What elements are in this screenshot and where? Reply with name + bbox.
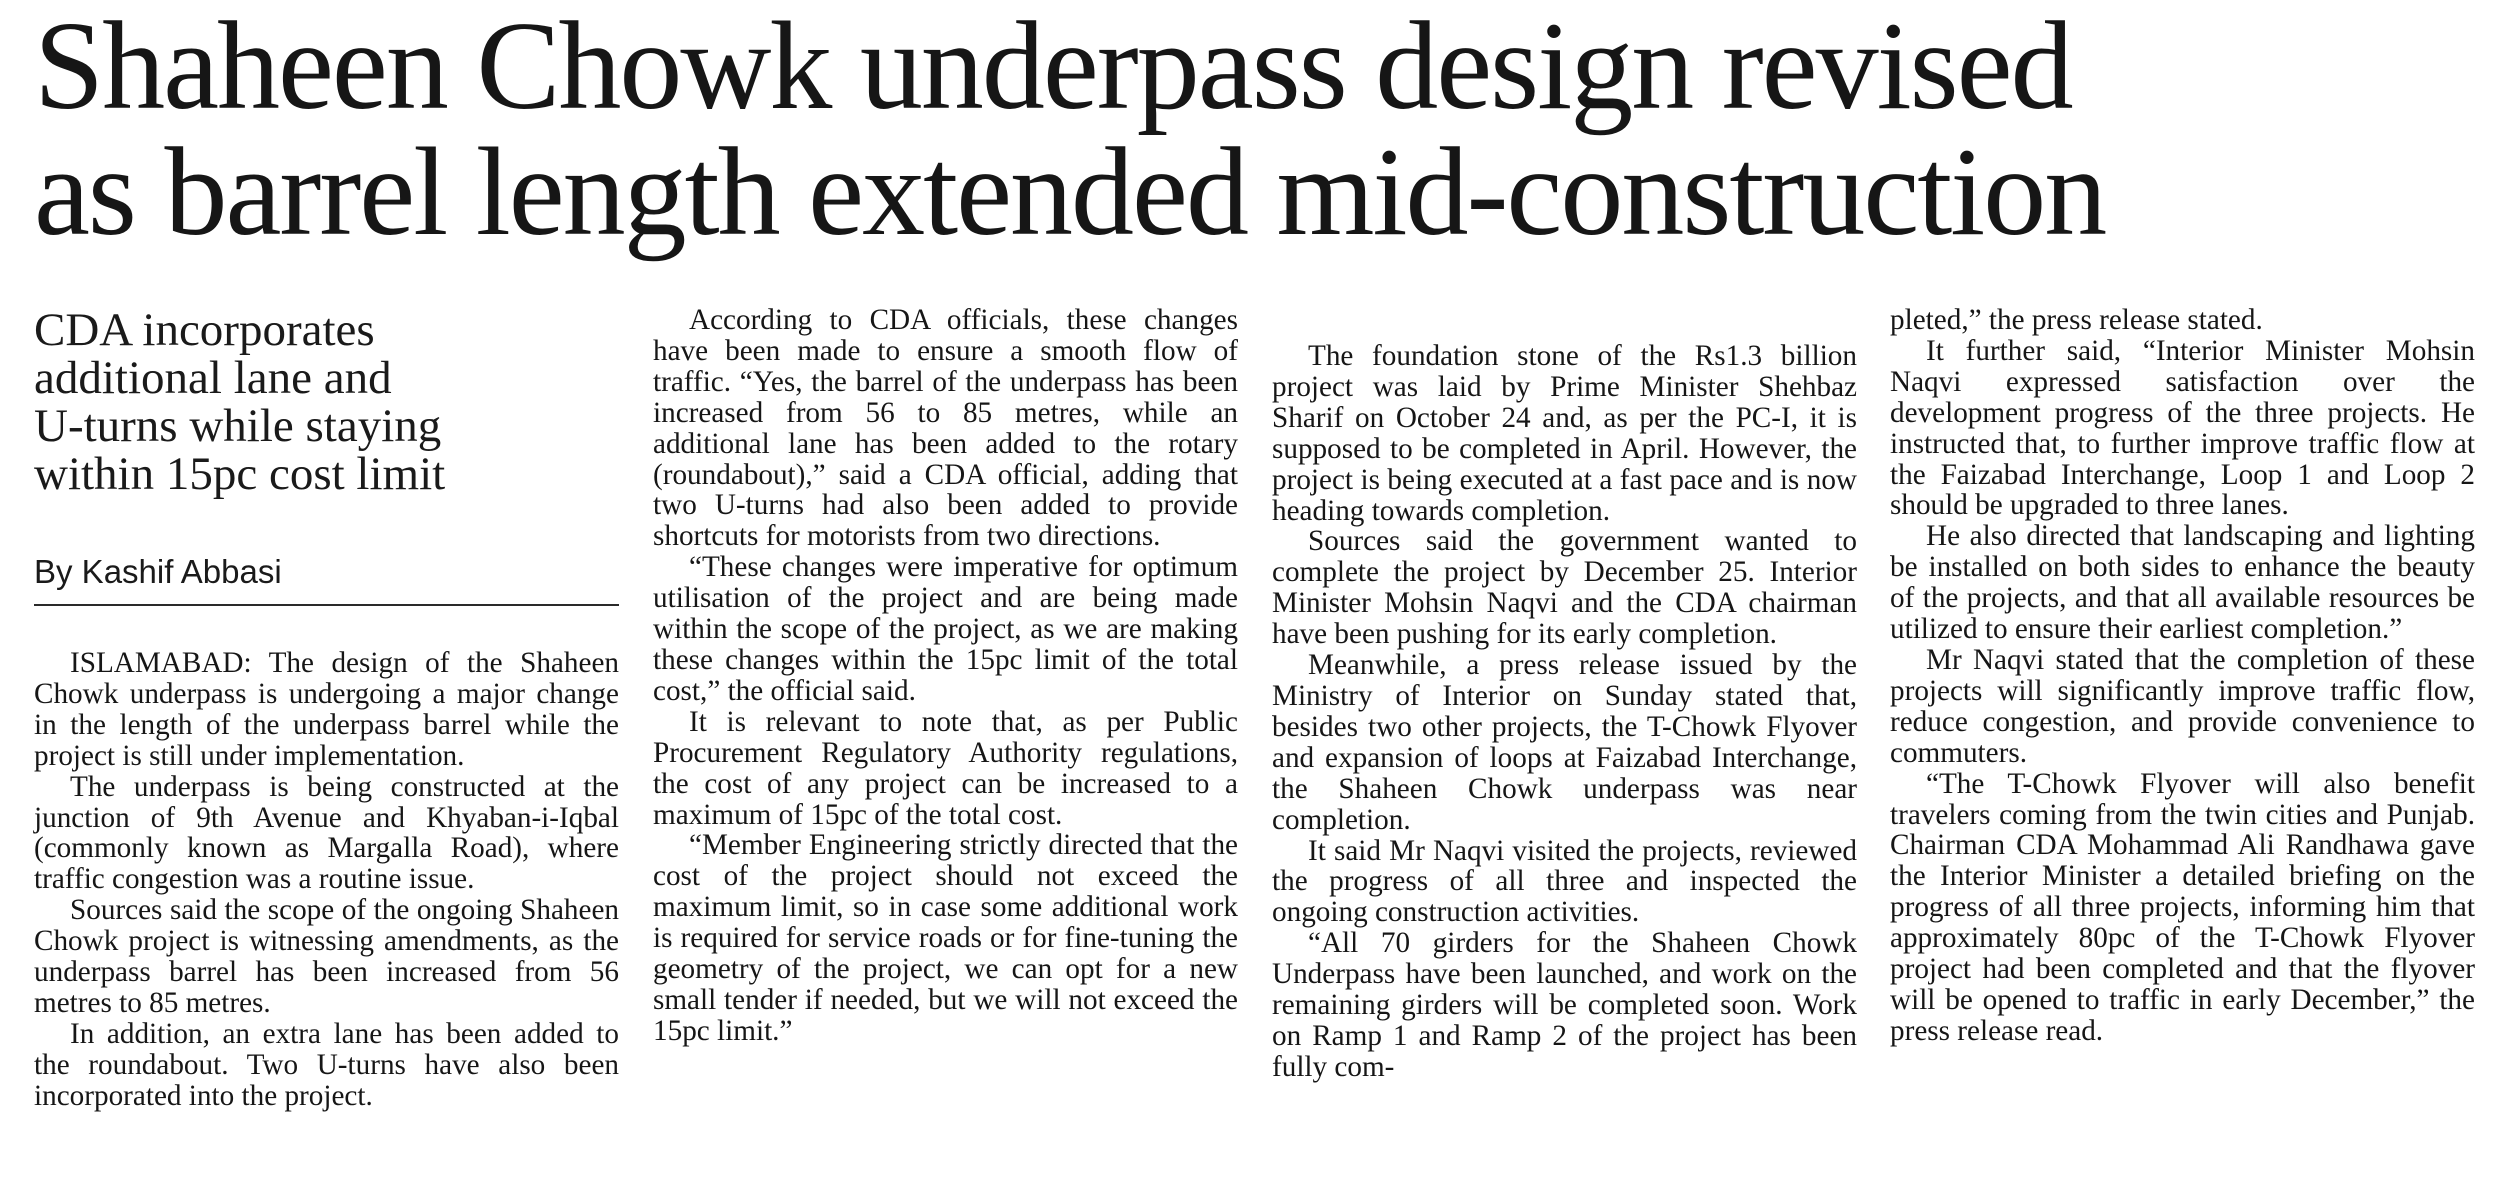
paragraph <box>34 648 619 772</box>
paragraph: Sources said the government wanted to complete the project by December 25. Interior Minister Mohsin Naqvi and the CDA chairman have been pushing for its early completion. <box>1272 525 1857 651</box>
paragraph: The underpass is being constructed at the junction of 9th Avenue and Khyaban-i-Iqbal (commonly known as Margalla Road), where traffic congestion was a routine issue. <box>34 770 619 896</box>
subheadline-line-2: additional lane and <box>34 352 392 404</box>
paragraph: According to CDA officials, these changes have been made to ensure a smooth flow of traffic. “Yes, the barrel of the underpass has been increased from 56 to 85 metres, while an additional lane has been added to the rotary (roundabout),” said a CDA official, adding that two U-turns had also been added to provide shortcuts for motorists from two directions. <box>653 304 1238 553</box>
byline: By Kashif Abbasi <box>34 552 619 606</box>
article-column-2 <box>653 305 1238 1047</box>
paragraph: Sources said the scope of the ongoing Shaheen Chowk project is witnessing amendments, as the underpass barrel has been increased from 56 metres to 85 metres. <box>34 894 619 1019</box>
subheadline-line-1: CDA incorporates <box>34 304 375 356</box>
paragraph: In addition, an extra lane has been added to the roundabout. Two U-turns have also been incorporated into the project. <box>34 1017 619 1112</box>
paragraph: “The T-Chowk Flyover will also benefit travelers coming from the twin cities and Punjab. Chairman CDA Mohammad Ali Randhawa gave the Interior Minister a detailed briefing on the progress of all three projects, informing him that approximately 80pc of the T-Chowk Flyover project had been completed and that the flyover will be opened to traffic in early December,” the press release read. <box>1890 767 2475 1047</box>
paragraph: It said Mr Naqvi visited the projects, reviewed the progress of all three and inspected the ongoing construction activities. <box>1272 834 1857 929</box>
subheadline-line-3: U-turns while staying <box>34 400 442 452</box>
dateline: ISLAMABAD: <box>70 647 252 679</box>
paragraph: “Member Engineering strictly directed that the cost of the project should not exceed the maximum limit, so in case some additional work is required for service roads or for fine-tuning the geometry of the project, we can opt for a new small tender if needed, but we will not exceed the 15pc limit.” <box>653 829 1238 1047</box>
paragraph: The foundation stone of the Rs1.3 billion project was laid by Prime Minister Shehbaz Sharif on October 24 and, as per the PC-I, it is supposed to be completed in April. However, the project is being executed at a fast pace and is now heading towards completion. <box>1272 340 1857 527</box>
subheadline-line-4: within 15pc cost limit <box>34 448 446 500</box>
paragraph-text: The design of the Shaheen Chowk underpass is undergoing a major change in the length of the underpass barrel while the project is still under implementation. <box>34 647 619 772</box>
paragraph: “These changes were imperative for optimum utilisation of the project and are being made within the scope of the project, as we are making these changes within the 15pc limit of the total cost,” the official said. <box>653 551 1238 707</box>
paragraph: Meanwhile, a press release issued by the Ministry of Interior on Sunday stated that, besides two other projects, the T-Chowk Flyover and expansion of loops at Faizabad Interchange, the Shaheen Chowk underpass was near completion. <box>1272 649 1857 836</box>
headline-line-2: as barrel length extended mid-construction <box>34 123 2106 262</box>
paragraph: He also directed that landscaping and lighting be installed on both sides to enhance the beauty of the projects, and that all available resources be utilized to ensure their earliest completion.” <box>1890 520 2475 646</box>
headline <box>34 0 2474 262</box>
paragraph: “All 70 girders for the Shaheen Chowk Underpass have been launched, and work on the remaining girders will be completed soon. Work on Ramp 1 and Ramp 2 of the project has been fully com- <box>1272 927 1857 1083</box>
article-column-3 <box>1272 341 1857 1083</box>
headline-line-1: Shaheen Chowk underpass design revised <box>34 0 2072 136</box>
article-column-1 <box>34 648 619 1112</box>
paragraph: pleted,” the press release stated. <box>1890 304 2263 336</box>
paragraph: It is relevant to note that, as per Public Procurement Regulatory Authority regulations, the cost of any project can be increased to a maximum of 15pc of the total cost. <box>653 705 1238 831</box>
subheadline <box>34 306 624 498</box>
paragraph: It further said, “Interior Minister Mohsin Naqvi expressed satisfaction over the development progress of the three projects. He instructed that, to further improve traffic flow at the Faizabad Interchange, Loop 1 and Loop 2 should be upgraded to three lanes. <box>1890 334 2475 522</box>
paragraph: Mr Naqvi stated that the completion of these projects will significantly improve traffic flow, reduce congestion, and provide convenience to commuters. <box>1890 643 2475 769</box>
article-column-4 <box>1890 305 2475 1047</box>
